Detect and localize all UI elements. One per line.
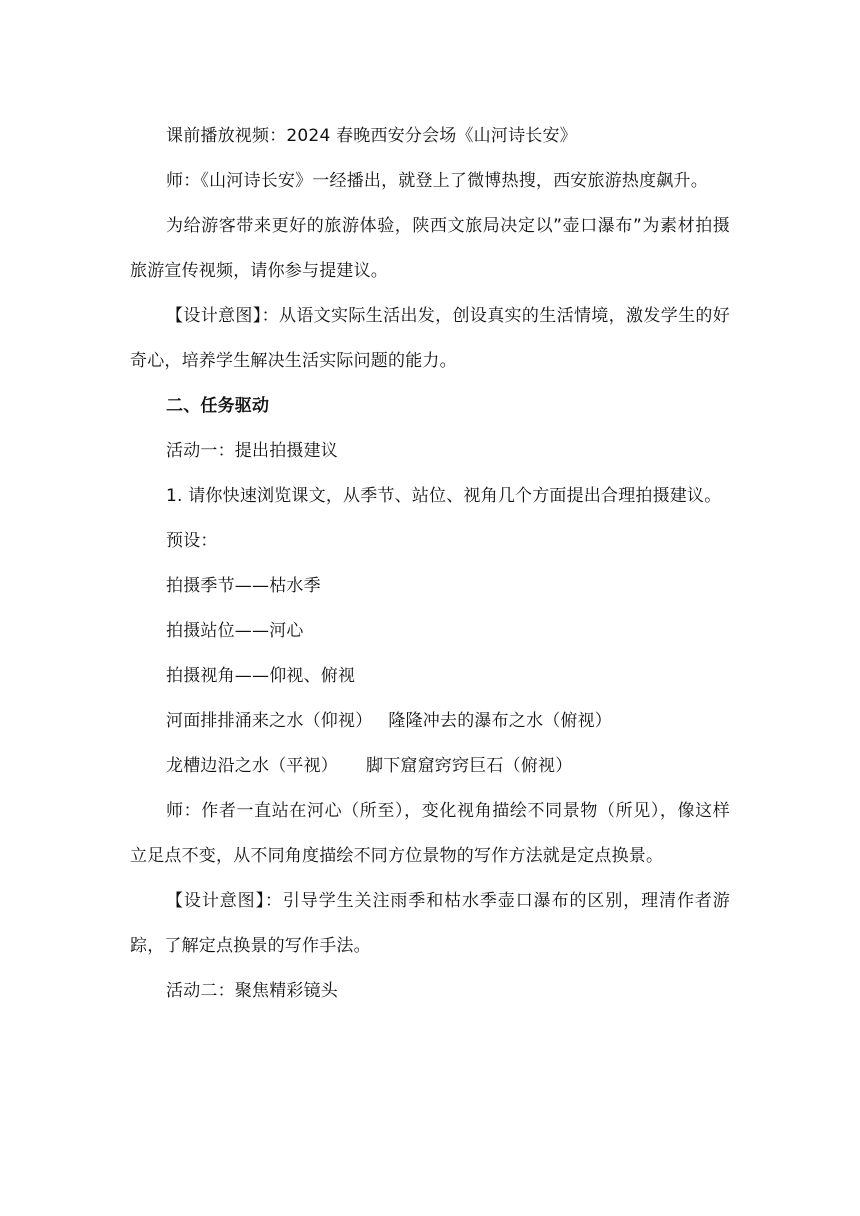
question-1: 1. 请你快速浏览课文，从季节、站位、视角几个方面提出合理拍摄建议。 — [166, 486, 722, 506]
design-intent-2: 【设计意图】：引导学生关注雨季和枯水季壶口瀑布的区别，理清作者游踪，了解定点换景的写作手法。 — [130, 891, 730, 956]
activity-two-title: 活动二：聚焦精彩镜头 — [166, 981, 338, 1001]
design-intent-1: 【设计意图】：从语文实际生活出发，创设真实的生活情境，激发学生的好奇心，培养学生解决生活实际问题的能力。 — [130, 306, 730, 371]
shooting-position: 拍摄站位——河心 — [166, 621, 304, 641]
view-pair-left: 龙槽边沿之水（平视） — [166, 756, 338, 776]
shooting-angle: 拍摄视角——仰视、俯视 — [166, 666, 356, 686]
view-pair-left: 河面排排涌来之水（仰视） — [166, 711, 373, 731]
shooting-season: 拍摄季节——枯水季 — [166, 576, 321, 596]
scenario-paragraph: 为给游客带来更好的旅游体验，陕西文旅局决定以”壶口瀑布”为素材拍摄旅游宣传视频，请你参与提建议。 — [130, 216, 730, 281]
view-pair-right: 脚下窟窟窍窍巨石（俯视） — [366, 756, 573, 776]
section-heading-task: 二、任务驱动 — [166, 396, 270, 416]
activity-one-title: 活动一：提出拍摄建议 — [166, 441, 338, 461]
teacher-summary: 师：作者一直站在河心（所至），变化视角描绘不同景物（所见），像这样立足点不变，从不同角度描绘不同方位景物的写作方法就是定点换景。 — [130, 801, 730, 866]
view-pair-right: 隆隆冲去的瀑布之水（俯视） — [388, 711, 613, 731]
view-pair-line-1 — [130, 699, 730, 744]
teacher-intro-line: 师：《山河诗长安》一经播出，就登上了微博热搜，西安旅游热度飙升。 — [166, 171, 708, 191]
preset-label: 预设： — [166, 531, 218, 551]
intro-video-line: 课前播放视频：2024 春晚西安分会场《山河诗长安》 — [166, 126, 577, 146]
view-pair-line-2 — [130, 744, 730, 789]
